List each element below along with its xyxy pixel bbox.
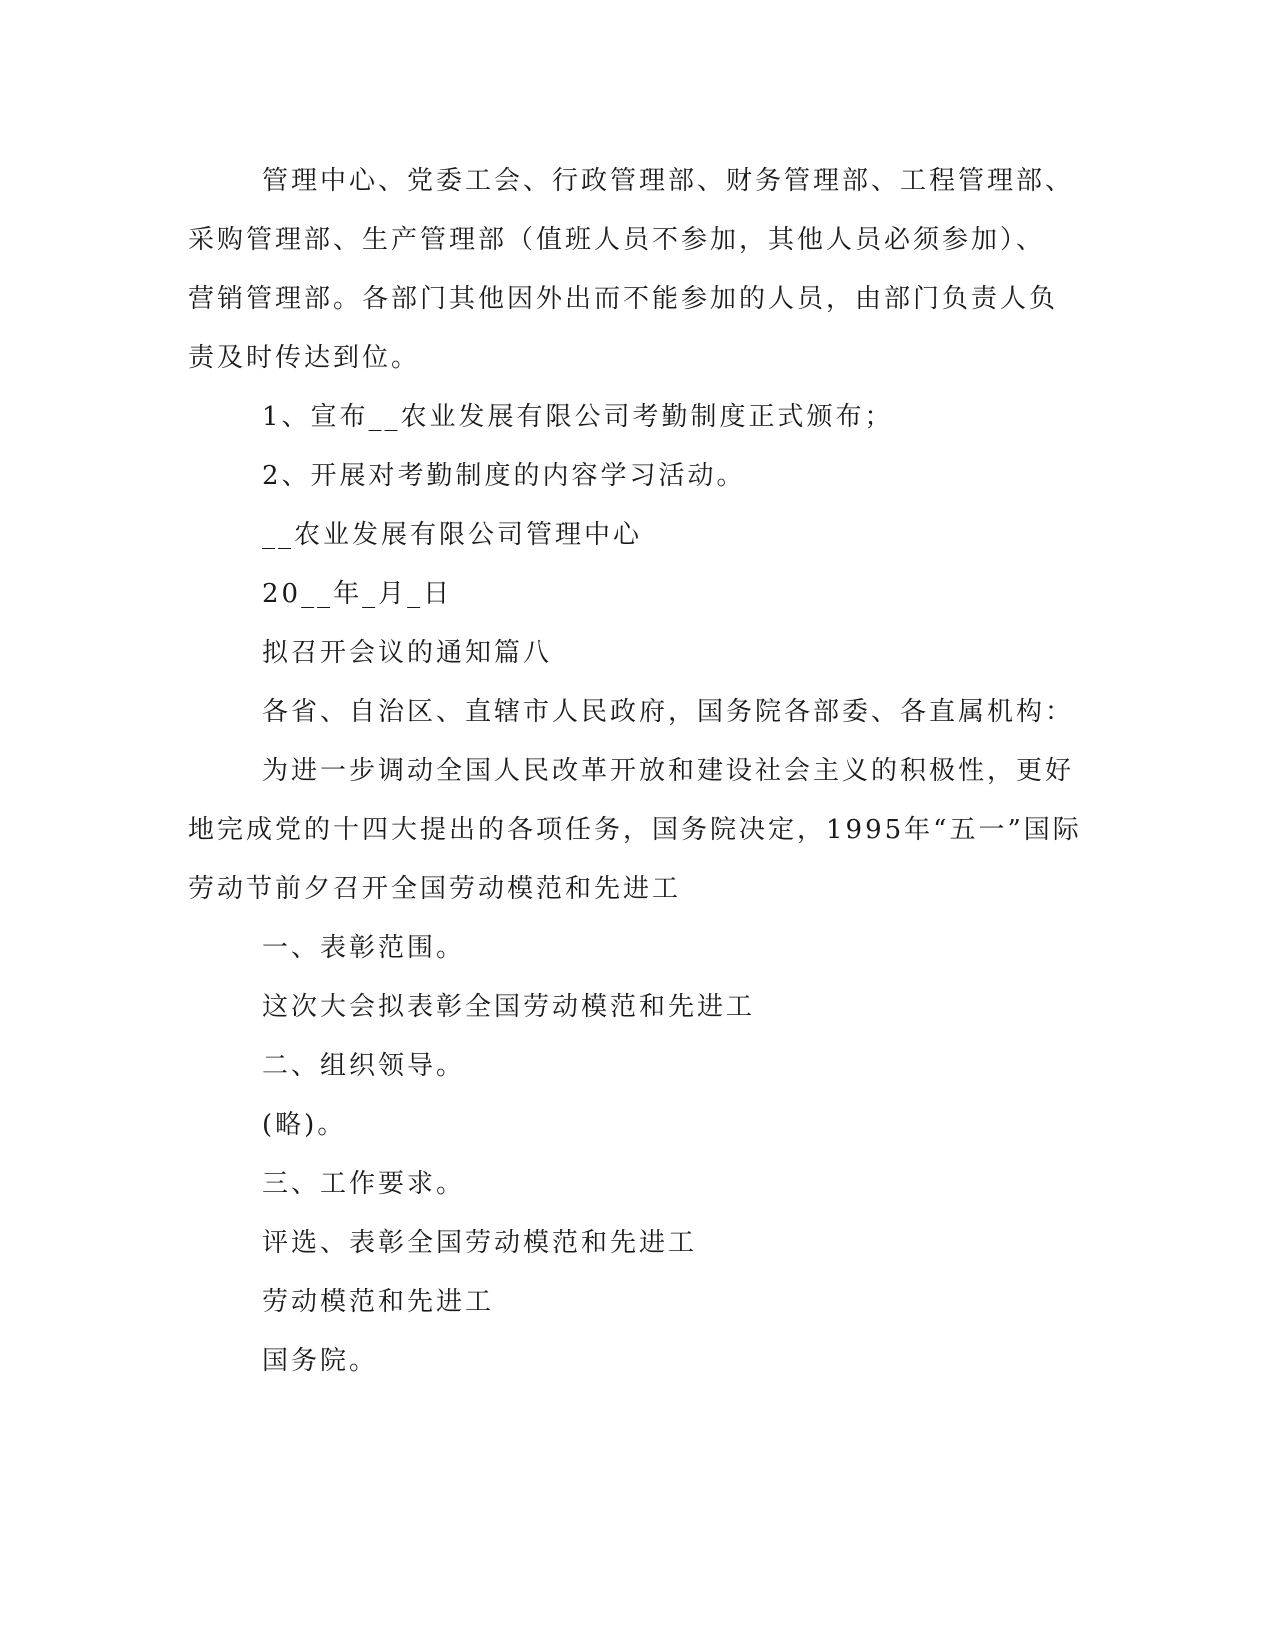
paragraph-line: 责及时传达到位。 [188, 343, 421, 373]
paragraph-line: 地完成党的十四大提出的各项任务，国务院决定，1995年“五一”国际 [188, 815, 1082, 845]
list-item: 1、宣布__农业发展有限公司考勤制度正式颁布； [262, 402, 894, 432]
list-item: 2、开展对考勤制度的内容学习活动。 [262, 461, 746, 491]
salutation: 各省、自治区、直辖市人民政府，国务院各部委、各直属机构： [262, 697, 1075, 727]
section-title: 拟召开会议的通知篇八 [262, 638, 553, 668]
paragraph-line: 采购管理部、生产管理部（值班人员不参加，其他人员必须参加）、 [188, 225, 1046, 255]
section-heading: 二、组织领导。 [262, 1051, 466, 1081]
paragraph-line: 劳动模范和先进工 [262, 1287, 495, 1317]
section-heading: 三、工作要求。 [262, 1169, 466, 1199]
signature-date: 20__年_月_日 [262, 579, 453, 609]
paragraph-line: (略)。 [262, 1110, 347, 1140]
section-heading: 一、表彰范围。 [262, 933, 466, 963]
paragraph-line: 营销管理部。各部门其他因外出而不能参加的人员，由部门负责人负 [188, 284, 1059, 314]
paragraph-line: 劳动节前夕召开全国劳动模范和先进工 [188, 874, 682, 904]
paragraph-line: 管理中心、党委工会、行政管理部、财务管理部、工程管理部、 [262, 166, 1075, 196]
paragraph-line: 这次大会拟表彰全国劳动模范和先进工 [262, 992, 756, 1022]
paragraph-line: 为进一步调动全国人民改革开放和建设社会主义的积极性，更好 [262, 756, 1075, 786]
signature-org: __农业发展有限公司管理中心 [262, 520, 643, 550]
signature-org: 国务院。 [262, 1346, 379, 1376]
paragraph-line: 评选、表彰全国劳动模范和先进工 [262, 1228, 698, 1258]
